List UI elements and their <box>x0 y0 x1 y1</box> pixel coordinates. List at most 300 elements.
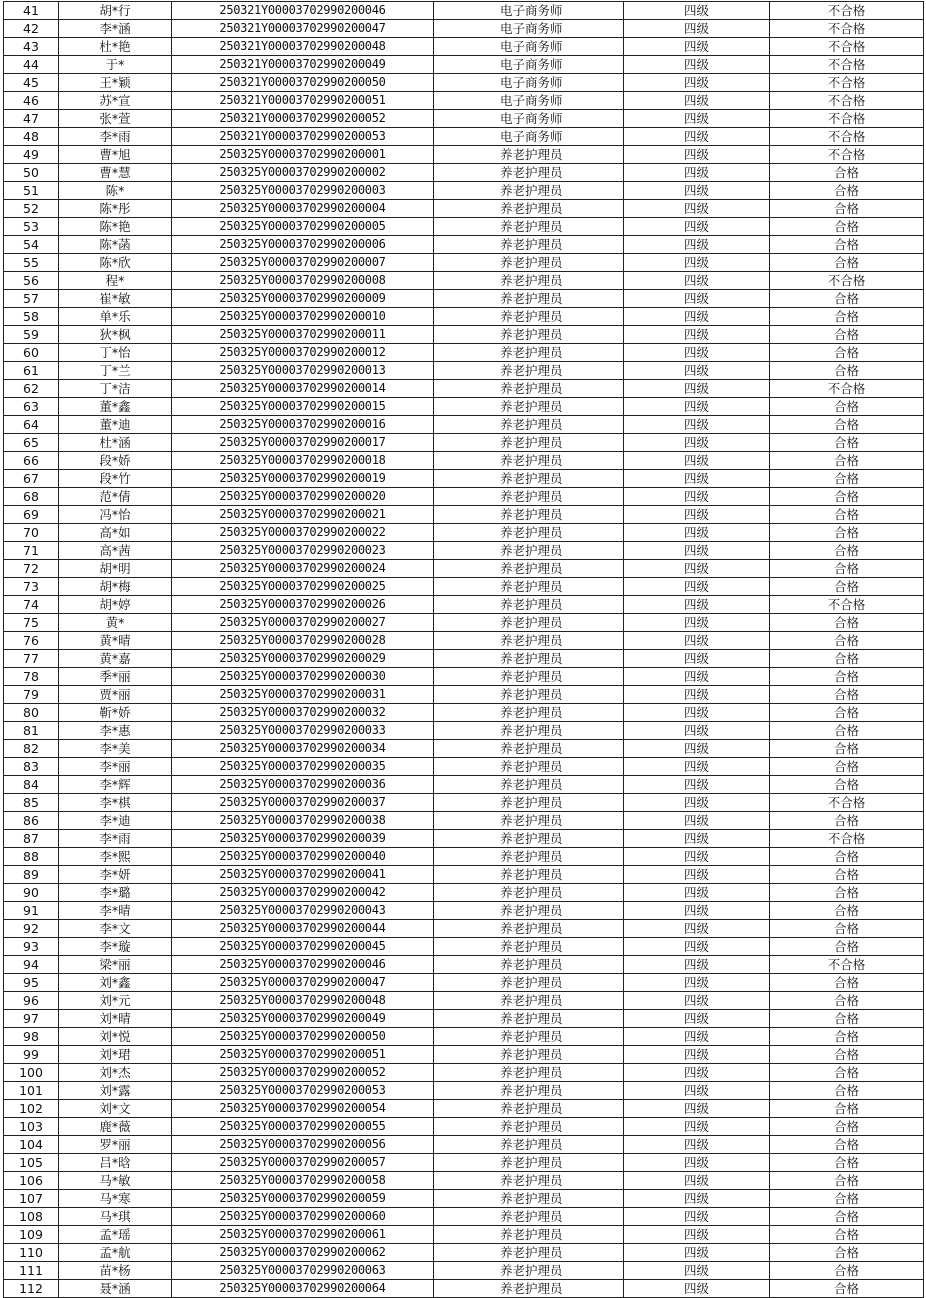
table-row <box>4 668 924 686</box>
level: 四级 <box>624 470 770 488</box>
result: 合格 <box>770 1262 924 1280</box>
table-row <box>4 236 924 254</box>
level: 四级 <box>624 92 770 110</box>
candidate-name: 高*如 <box>59 524 172 542</box>
table-row <box>4 992 924 1010</box>
result: 不合格 <box>770 74 924 92</box>
table-row <box>4 290 924 308</box>
row-number: 83 <box>4 758 59 776</box>
level: 四级 <box>624 416 770 434</box>
level: 四级 <box>624 542 770 560</box>
result: 不合格 <box>770 830 924 848</box>
certificate-number: 250325Y00003702990200045 <box>172 938 434 956</box>
certificate-number: 250325Y00003702990200052 <box>172 1064 434 1082</box>
row-number: 52 <box>4 200 59 218</box>
certificate-number: 250325Y00003702990200018 <box>172 452 434 470</box>
certificate-number: 250325Y00003702990200055 <box>172 1118 434 1136</box>
occupation: 养老护理员 <box>434 794 624 812</box>
result: 不合格 <box>770 110 924 128</box>
occupation: 养老护理员 <box>434 884 624 902</box>
result: 合格 <box>770 632 924 650</box>
certificate-number: 250325Y00003702990200062 <box>172 1244 434 1262</box>
level: 四级 <box>624 992 770 1010</box>
certificate-number: 250325Y00003702990200058 <box>172 1172 434 1190</box>
occupation: 电子商务师 <box>434 110 624 128</box>
certificate-number: 250325Y00003702990200059 <box>172 1190 434 1208</box>
row-number: 76 <box>4 632 59 650</box>
occupation: 养老护理员 <box>434 1262 624 1280</box>
certificate-number: 250325Y00003702990200001 <box>172 146 434 164</box>
results-table-body <box>4 2 924 1298</box>
certificate-number: 250325Y00003702990200010 <box>172 308 434 326</box>
level: 四级 <box>624 1082 770 1100</box>
row-number: 84 <box>4 776 59 794</box>
certificate-number: 250321Y00003702990200051 <box>172 92 434 110</box>
result: 合格 <box>770 704 924 722</box>
level: 四级 <box>624 1010 770 1028</box>
occupation: 电子商务师 <box>434 92 624 110</box>
level: 四级 <box>624 236 770 254</box>
result: 合格 <box>770 1118 924 1136</box>
level: 四级 <box>624 254 770 272</box>
occupation: 养老护理员 <box>434 524 624 542</box>
table-row <box>4 344 924 362</box>
certificate-number: 250325Y00003702990200034 <box>172 740 434 758</box>
level: 四级 <box>624 974 770 992</box>
occupation: 电子商务师 <box>434 74 624 92</box>
level: 四级 <box>624 758 770 776</box>
table-row <box>4 1208 924 1226</box>
candidate-name: 李*惠 <box>59 722 172 740</box>
candidate-name: 崔*敏 <box>59 290 172 308</box>
occupation: 养老护理员 <box>434 722 624 740</box>
row-number: 99 <box>4 1046 59 1064</box>
candidate-name: 丁*兰 <box>59 362 172 380</box>
certificate-number: 250325Y00003702990200021 <box>172 506 434 524</box>
certificate-number: 250325Y00003702990200042 <box>172 884 434 902</box>
candidate-name: 段*娇 <box>59 452 172 470</box>
certificate-number: 250325Y00003702990200056 <box>172 1136 434 1154</box>
row-number: 43 <box>4 38 59 56</box>
certificate-number: 250321Y00003702990200053 <box>172 128 434 146</box>
level: 四级 <box>624 596 770 614</box>
certificate-number: 250325Y00003702990200064 <box>172 1280 434 1298</box>
certificate-number: 250321Y00003702990200050 <box>172 74 434 92</box>
row-number: 86 <box>4 812 59 830</box>
row-number: 92 <box>4 920 59 938</box>
certificate-number: 250325Y00003702990200038 <box>172 812 434 830</box>
candidate-name: 狄*枫 <box>59 326 172 344</box>
certificate-number: 250325Y00003702990200033 <box>172 722 434 740</box>
row-number: 53 <box>4 218 59 236</box>
certificate-number: 250325Y00003702990200008 <box>172 272 434 290</box>
candidate-name: 冯*怡 <box>59 506 172 524</box>
result: 合格 <box>770 938 924 956</box>
table-row <box>4 218 924 236</box>
candidate-name: 范*倩 <box>59 488 172 506</box>
result: 不合格 <box>770 380 924 398</box>
result: 合格 <box>770 1028 924 1046</box>
candidate-name: 曹*旭 <box>59 146 172 164</box>
result: 合格 <box>770 812 924 830</box>
row-number: 62 <box>4 380 59 398</box>
result: 合格 <box>770 236 924 254</box>
level: 四级 <box>624 272 770 290</box>
result: 合格 <box>770 1280 924 1298</box>
occupation: 养老护理员 <box>434 938 624 956</box>
level: 四级 <box>624 2 770 20</box>
result: 不合格 <box>770 128 924 146</box>
level: 四级 <box>624 560 770 578</box>
occupation: 养老护理员 <box>434 236 624 254</box>
occupation: 养老护理员 <box>434 920 624 938</box>
table-row <box>4 812 924 830</box>
table-row <box>4 524 924 542</box>
candidate-name: 李*熙 <box>59 848 172 866</box>
certificate-number: 250321Y00003702990200052 <box>172 110 434 128</box>
level: 四级 <box>624 578 770 596</box>
certificate-number: 250325Y00003702990200037 <box>172 794 434 812</box>
level: 四级 <box>624 1262 770 1280</box>
candidate-name: 黄*晴 <box>59 632 172 650</box>
result: 合格 <box>770 866 924 884</box>
occupation: 养老护理员 <box>434 1244 624 1262</box>
occupation: 养老护理员 <box>434 1100 624 1118</box>
result: 合格 <box>770 776 924 794</box>
candidate-name: 梁*丽 <box>59 956 172 974</box>
candidate-name: 胡*明 <box>59 560 172 578</box>
result: 合格 <box>770 200 924 218</box>
result: 合格 <box>770 506 924 524</box>
level: 四级 <box>624 488 770 506</box>
result: 合格 <box>770 902 924 920</box>
level: 四级 <box>624 686 770 704</box>
table-row <box>4 1154 924 1172</box>
table-row <box>4 794 924 812</box>
certificate-number: 250325Y00003702990200047 <box>172 974 434 992</box>
occupation: 养老护理员 <box>434 488 624 506</box>
table-row <box>4 1064 924 1082</box>
level: 四级 <box>624 740 770 758</box>
occupation: 养老护理员 <box>434 416 624 434</box>
candidate-name: 聂*涵 <box>59 1280 172 1298</box>
level: 四级 <box>624 938 770 956</box>
level: 四级 <box>624 1244 770 1262</box>
certificate-number: 250325Y00003702990200048 <box>172 992 434 1010</box>
result: 合格 <box>770 182 924 200</box>
table-row <box>4 1262 924 1280</box>
certificate-number: 250325Y00003702990200019 <box>172 470 434 488</box>
occupation: 养老护理员 <box>434 866 624 884</box>
table-row <box>4 56 924 74</box>
table-row <box>4 20 924 38</box>
occupation: 养老护理员 <box>434 1208 624 1226</box>
table-row <box>4 974 924 992</box>
occupation: 养老护理员 <box>434 776 624 794</box>
row-number: 56 <box>4 272 59 290</box>
level: 四级 <box>624 1028 770 1046</box>
result: 合格 <box>770 254 924 272</box>
result: 合格 <box>770 218 924 236</box>
level: 四级 <box>624 848 770 866</box>
level: 四级 <box>624 20 770 38</box>
table-row <box>4 326 924 344</box>
row-number: 47 <box>4 110 59 128</box>
table-row <box>4 578 924 596</box>
candidate-name: 孟*航 <box>59 1244 172 1262</box>
table-row <box>4 200 924 218</box>
table-row <box>4 470 924 488</box>
table-row <box>4 866 924 884</box>
certificate-number: 250325Y00003702990200054 <box>172 1100 434 1118</box>
occupation: 养老护理员 <box>434 1082 624 1100</box>
candidate-name: 丁*洁 <box>59 380 172 398</box>
candidate-name: 张*萱 <box>59 110 172 128</box>
level: 四级 <box>624 956 770 974</box>
result: 不合格 <box>770 56 924 74</box>
table-row <box>4 1046 924 1064</box>
level: 四级 <box>624 1172 770 1190</box>
row-number: 95 <box>4 974 59 992</box>
certificate-number: 250325Y00003702990200032 <box>172 704 434 722</box>
occupation: 养老护理员 <box>434 992 624 1010</box>
result: 不合格 <box>770 146 924 164</box>
table-row <box>4 1244 924 1262</box>
table-row <box>4 1028 924 1046</box>
row-number: 100 <box>4 1064 59 1082</box>
result: 合格 <box>770 1100 924 1118</box>
candidate-name: 贾*丽 <box>59 686 172 704</box>
certificate-number: 250325Y00003702990200040 <box>172 848 434 866</box>
row-number: 90 <box>4 884 59 902</box>
result: 合格 <box>770 578 924 596</box>
level: 四级 <box>624 164 770 182</box>
result: 合格 <box>770 488 924 506</box>
level: 四级 <box>624 794 770 812</box>
certificate-number: 250325Y00003702990200006 <box>172 236 434 254</box>
row-number: 72 <box>4 560 59 578</box>
candidate-name: 陈*艳 <box>59 218 172 236</box>
result: 合格 <box>770 1226 924 1244</box>
occupation: 养老护理员 <box>434 686 624 704</box>
certificate-number: 250325Y00003702990200046 <box>172 956 434 974</box>
candidate-name: 陈*菡 <box>59 236 172 254</box>
candidate-name: 胡*行 <box>59 2 172 20</box>
level: 四级 <box>624 1100 770 1118</box>
table-row <box>4 902 924 920</box>
table-row <box>4 1136 924 1154</box>
occupation: 养老护理员 <box>434 272 624 290</box>
certificate-number: 250325Y00003702990200020 <box>172 488 434 506</box>
level: 四级 <box>624 1136 770 1154</box>
level: 四级 <box>624 128 770 146</box>
candidate-name: 王*颖 <box>59 74 172 92</box>
occupation: 养老护理员 <box>434 848 624 866</box>
level: 四级 <box>624 308 770 326</box>
row-number: 97 <box>4 1010 59 1028</box>
certificate-number: 250325Y00003702990200015 <box>172 398 434 416</box>
certificate-number: 250325Y00003702990200035 <box>172 758 434 776</box>
certificate-number: 250325Y00003702990200029 <box>172 650 434 668</box>
table-row <box>4 254 924 272</box>
row-number: 50 <box>4 164 59 182</box>
table-row <box>4 2 924 20</box>
occupation: 养老护理员 <box>434 326 624 344</box>
occupation: 养老护理员 <box>434 164 624 182</box>
row-number: 87 <box>4 830 59 848</box>
candidate-name: 董*鑫 <box>59 398 172 416</box>
row-number: 71 <box>4 542 59 560</box>
level: 四级 <box>624 434 770 452</box>
candidate-name: 陈*欣 <box>59 254 172 272</box>
certificate-number: 250325Y00003702990200003 <box>172 182 434 200</box>
row-number: 82 <box>4 740 59 758</box>
certificate-number: 250325Y00003702990200043 <box>172 902 434 920</box>
occupation: 养老护理员 <box>434 380 624 398</box>
candidate-name: 刘*悦 <box>59 1028 172 1046</box>
table-row <box>4 560 924 578</box>
table-row <box>4 506 924 524</box>
candidate-name: 胡*梅 <box>59 578 172 596</box>
table-row <box>4 74 924 92</box>
level: 四级 <box>624 776 770 794</box>
level: 四级 <box>624 452 770 470</box>
candidate-name: 杜*艳 <box>59 38 172 56</box>
result: 不合格 <box>770 272 924 290</box>
table-row <box>4 650 924 668</box>
table-row <box>4 1100 924 1118</box>
table-row <box>4 704 924 722</box>
result: 合格 <box>770 434 924 452</box>
row-number: 94 <box>4 956 59 974</box>
occupation: 养老护理员 <box>434 218 624 236</box>
result: 合格 <box>770 920 924 938</box>
certificate-number: 250325Y00003702990200060 <box>172 1208 434 1226</box>
table-row <box>4 938 924 956</box>
table-row <box>4 722 924 740</box>
candidate-name: 李*涵 <box>59 20 172 38</box>
table-row <box>4 380 924 398</box>
table-row <box>4 740 924 758</box>
table-row <box>4 416 924 434</box>
row-number: 103 <box>4 1118 59 1136</box>
result: 合格 <box>770 1082 924 1100</box>
row-number: 59 <box>4 326 59 344</box>
row-number: 42 <box>4 20 59 38</box>
certificate-number: 250325Y00003702990200027 <box>172 614 434 632</box>
certificate-number: 250325Y00003702990200016 <box>172 416 434 434</box>
candidate-name: 刘*文 <box>59 1100 172 1118</box>
level: 四级 <box>624 1064 770 1082</box>
occupation: 养老护理员 <box>434 974 624 992</box>
result: 合格 <box>770 470 924 488</box>
row-number: 101 <box>4 1082 59 1100</box>
result: 合格 <box>770 1136 924 1154</box>
level: 四级 <box>624 830 770 848</box>
table-row <box>4 758 924 776</box>
occupation: 电子商务师 <box>434 2 624 20</box>
row-number: 89 <box>4 866 59 884</box>
level: 四级 <box>624 326 770 344</box>
row-number: 104 <box>4 1136 59 1154</box>
result: 不合格 <box>770 794 924 812</box>
result: 合格 <box>770 1154 924 1172</box>
row-number: 70 <box>4 524 59 542</box>
certificate-number: 250325Y00003702990200031 <box>172 686 434 704</box>
row-number: 69 <box>4 506 59 524</box>
row-number: 93 <box>4 938 59 956</box>
certificate-number: 250325Y00003702990200063 <box>172 1262 434 1280</box>
result: 不合格 <box>770 596 924 614</box>
certificate-number: 250325Y00003702990200049 <box>172 1010 434 1028</box>
row-number: 107 <box>4 1190 59 1208</box>
occupation: 养老护理员 <box>434 452 624 470</box>
certificate-number: 250325Y00003702990200013 <box>172 362 434 380</box>
candidate-name: 曹*慧 <box>59 164 172 182</box>
occupation: 养老护理员 <box>434 542 624 560</box>
level: 四级 <box>624 812 770 830</box>
candidate-name: 李*雨 <box>59 830 172 848</box>
level: 四级 <box>624 182 770 200</box>
row-number: 79 <box>4 686 59 704</box>
certificate-number: 250325Y00003702990200022 <box>172 524 434 542</box>
table-row <box>4 452 924 470</box>
table-row <box>4 830 924 848</box>
occupation: 养老护理员 <box>434 560 624 578</box>
row-number: 58 <box>4 308 59 326</box>
occupation: 养老护理员 <box>434 1190 624 1208</box>
row-number: 63 <box>4 398 59 416</box>
occupation: 养老护理员 <box>434 758 624 776</box>
occupation: 养老护理员 <box>434 470 624 488</box>
row-number: 49 <box>4 146 59 164</box>
certificate-number: 250325Y00003702990200051 <box>172 1046 434 1064</box>
level: 四级 <box>624 362 770 380</box>
level: 四级 <box>624 1208 770 1226</box>
level: 四级 <box>624 1118 770 1136</box>
occupation: 养老护理员 <box>434 614 624 632</box>
level: 四级 <box>624 902 770 920</box>
candidate-name: 吕*晗 <box>59 1154 172 1172</box>
occupation: 养老护理员 <box>434 668 624 686</box>
row-number: 98 <box>4 1028 59 1046</box>
certificate-number: 250325Y00003702990200009 <box>172 290 434 308</box>
occupation: 养老护理员 <box>434 632 624 650</box>
row-number: 81 <box>4 722 59 740</box>
row-number: 91 <box>4 902 59 920</box>
table-row <box>4 1172 924 1190</box>
table-row <box>4 434 924 452</box>
result: 合格 <box>770 452 924 470</box>
row-number: 109 <box>4 1226 59 1244</box>
candidate-name: 季*丽 <box>59 668 172 686</box>
occupation: 养老护理员 <box>434 596 624 614</box>
result: 不合格 <box>770 956 924 974</box>
table-row <box>4 1010 924 1028</box>
table-row <box>4 164 924 182</box>
result: 合格 <box>770 326 924 344</box>
candidate-name: 陈* <box>59 182 172 200</box>
candidate-name: 董*迪 <box>59 416 172 434</box>
row-number: 51 <box>4 182 59 200</box>
occupation: 养老护理员 <box>434 1154 624 1172</box>
result: 不合格 <box>770 38 924 56</box>
result: 合格 <box>770 740 924 758</box>
result: 合格 <box>770 614 924 632</box>
result: 合格 <box>770 848 924 866</box>
occupation: 养老护理员 <box>434 398 624 416</box>
result: 合格 <box>770 722 924 740</box>
